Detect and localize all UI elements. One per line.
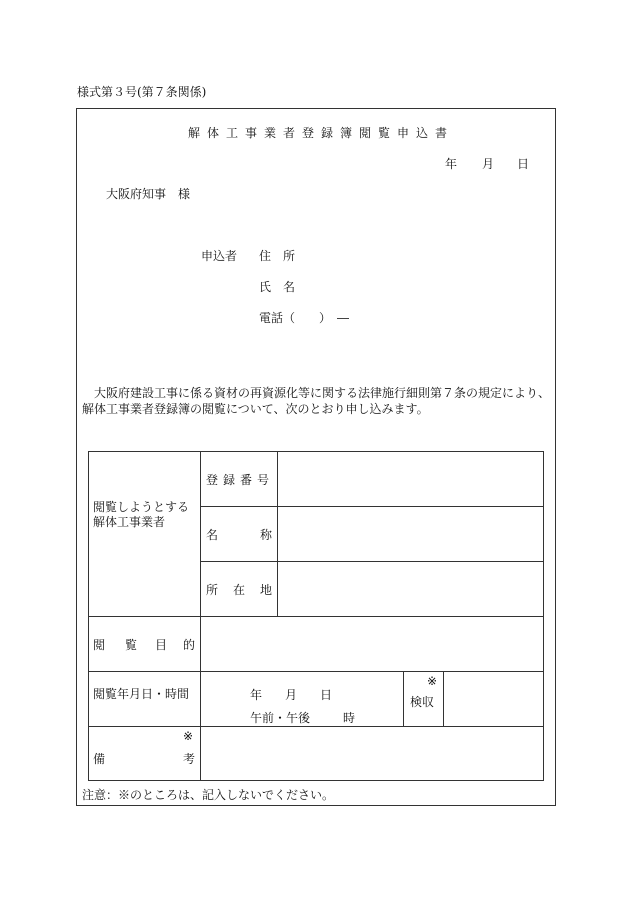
remarks-label-b: 考 [183,752,196,766]
table-hline-4 [88,671,544,672]
purpose-label-c: 目 [155,638,168,652]
receipt-label: 検収 [410,695,435,709]
reg-number-label: 登録番号 [206,473,275,487]
name-label-b: 称 [260,528,273,542]
datetime-hour-label: 時 [343,711,356,725]
purpose-label-a: 閲 [93,638,106,652]
body-text-line2: 解体工事業者登録簿の閲覧について、次のとおり申し込みます。 [82,402,429,416]
remarks-label-a: 備 [93,752,106,766]
applicant-name-label: 氏 名 [259,280,296,294]
location-label-a: 所 [206,583,219,597]
addressee: 大阪府知事 様 [106,187,191,201]
location-label-c: 地 [260,583,273,597]
footer-note: 注意：※のところは、記入しないでください。 [82,788,335,802]
date-day-label: 日 [517,157,530,171]
applicant-phone-label: 電話（ ） ― [259,311,350,325]
purpose-label-b: 覧 [125,638,138,652]
receipt-mark: ※ [427,674,438,688]
datetime-day-label: 日 [320,688,333,702]
applicant-label: 申込者 [201,249,238,263]
datetime-year-label: 年 [250,688,263,702]
contractor-label-line2: 解体工事業者 [93,515,166,529]
table-vline-receipt-left [403,672,404,727]
form-number: 様式第３号(第７条関係) [77,85,207,99]
purpose-field[interactable] [201,617,543,670]
name-field[interactable] [278,507,543,560]
datetime-label: 閲覧年月日・時間 [93,687,190,701]
date-year-label: 年 [445,157,458,171]
remarks-mark: ※ [183,729,194,743]
applicant-address-label: 住 所 [259,249,296,263]
receipt-field[interactable] [444,673,543,726]
remarks-field[interactable] [201,727,543,780]
location-label-b: 在 [233,583,246,597]
contractor-label-line1: 閲覧しようとする [93,500,190,514]
reg-number-field[interactable] [278,452,543,505]
date-month-label: 月 [482,157,495,171]
name-label-a: 名 [206,528,219,542]
location-field[interactable] [278,562,543,615]
page-title: 解体工事業者登録簿閲覧申込書 [188,126,455,140]
datetime-month-label: 月 [285,688,298,702]
datetime-ampm-label: 午前・午後 [250,711,311,725]
purpose-label-d: 的 [183,638,196,652]
body-text-line1: 大阪府建設工事に係る資材の再資源化等に関する法律施行細則第７条の規定により、 [94,386,551,400]
